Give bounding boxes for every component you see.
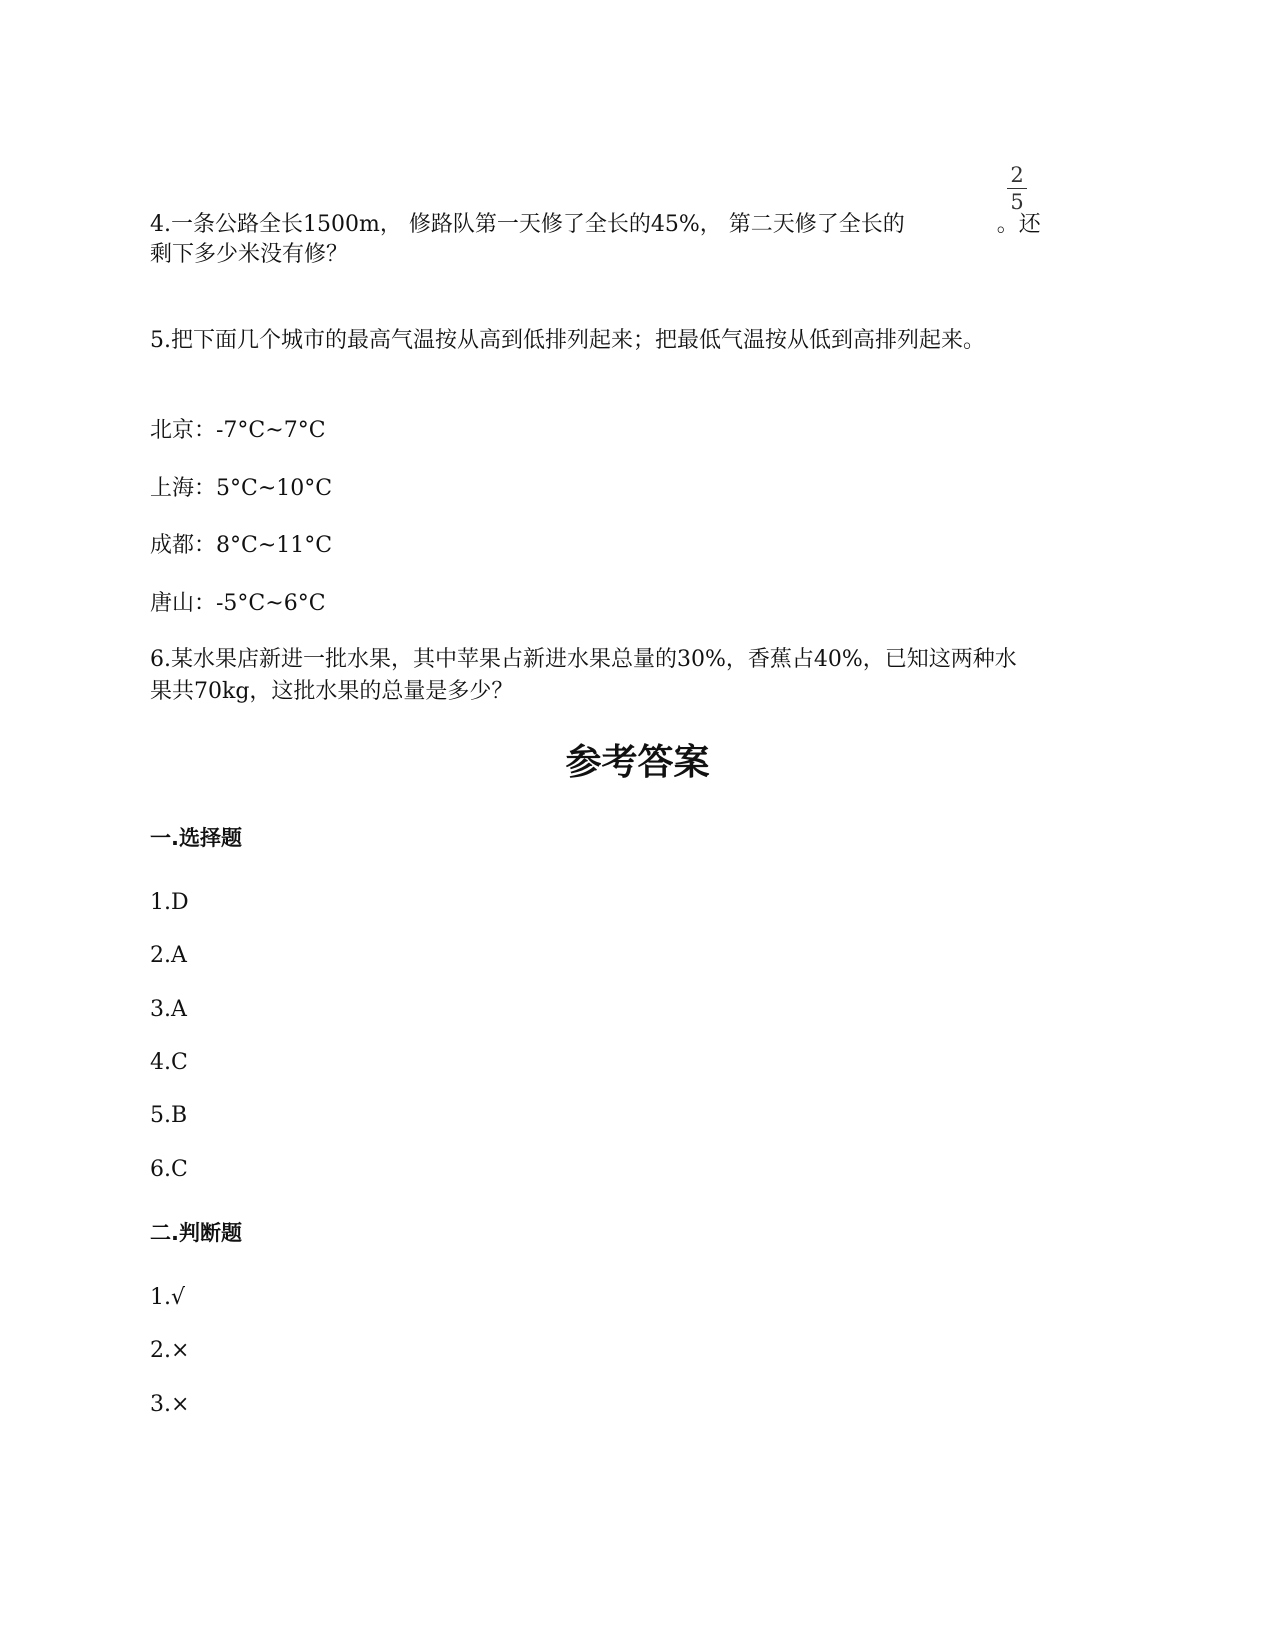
city-temperature-chengdu: 成都：8°C~11°C — [150, 533, 333, 558]
question-4-text-after-fraction: 。还 — [996, 212, 1041, 237]
city-temperature-beijing: 北京：-7°C~7°C — [150, 418, 326, 443]
fraction-denominator: 5 — [1010, 190, 1024, 214]
question-4-line-1 — [150, 210, 1041, 240]
section-heading-multiple-choice: 一.选择题 — [150, 826, 242, 850]
city-temperature-tangshan: 唐山：-5°C~6°C — [150, 591, 326, 616]
city-temperature-shanghai: 上海：5°C~10°C — [150, 476, 333, 501]
answer-item: 3.× — [150, 1392, 190, 1417]
answer-item: 5.B — [150, 1103, 188, 1128]
answer-item: 1.√ — [150, 1285, 186, 1310]
question-6-line-1: 6.某水果店新进一批水果，其中苹果占新进水果总量的30%，香蕉占40%，已知这两种水 — [150, 647, 1017, 672]
question-5-text: 5.把下面几个城市的最高气温按从高到低排列起来；把最低气温按从低到高排列起来。 — [150, 328, 985, 353]
answer-item: 3.A — [150, 997, 187, 1022]
fraction-numerator: 2 — [1010, 163, 1024, 187]
fraction-two-fifths — [1005, 163, 1029, 214]
fraction-bar — [1007, 188, 1027, 189]
answer-item: 2.× — [150, 1338, 190, 1363]
answer-item: 2.A — [150, 943, 187, 968]
question-4-line-2: 剩下多少米没有修？ — [150, 242, 349, 267]
answer-item: 6.C — [150, 1157, 188, 1182]
answer-item: 4.C — [150, 1050, 188, 1075]
answer-item: 1.D — [150, 890, 189, 915]
section-heading-true-false: 二.判断题 — [150, 1221, 242, 1245]
question-6-line-2: 果共70kg，这批水果的总量是多少？ — [150, 679, 514, 704]
question-4-text-before-fraction: 4.一条公路全长1500m， 修路队第一天修了全长的45%， 第二天修了全长的 — [150, 212, 905, 237]
answer-key-title: 参考答案 — [565, 742, 710, 783]
